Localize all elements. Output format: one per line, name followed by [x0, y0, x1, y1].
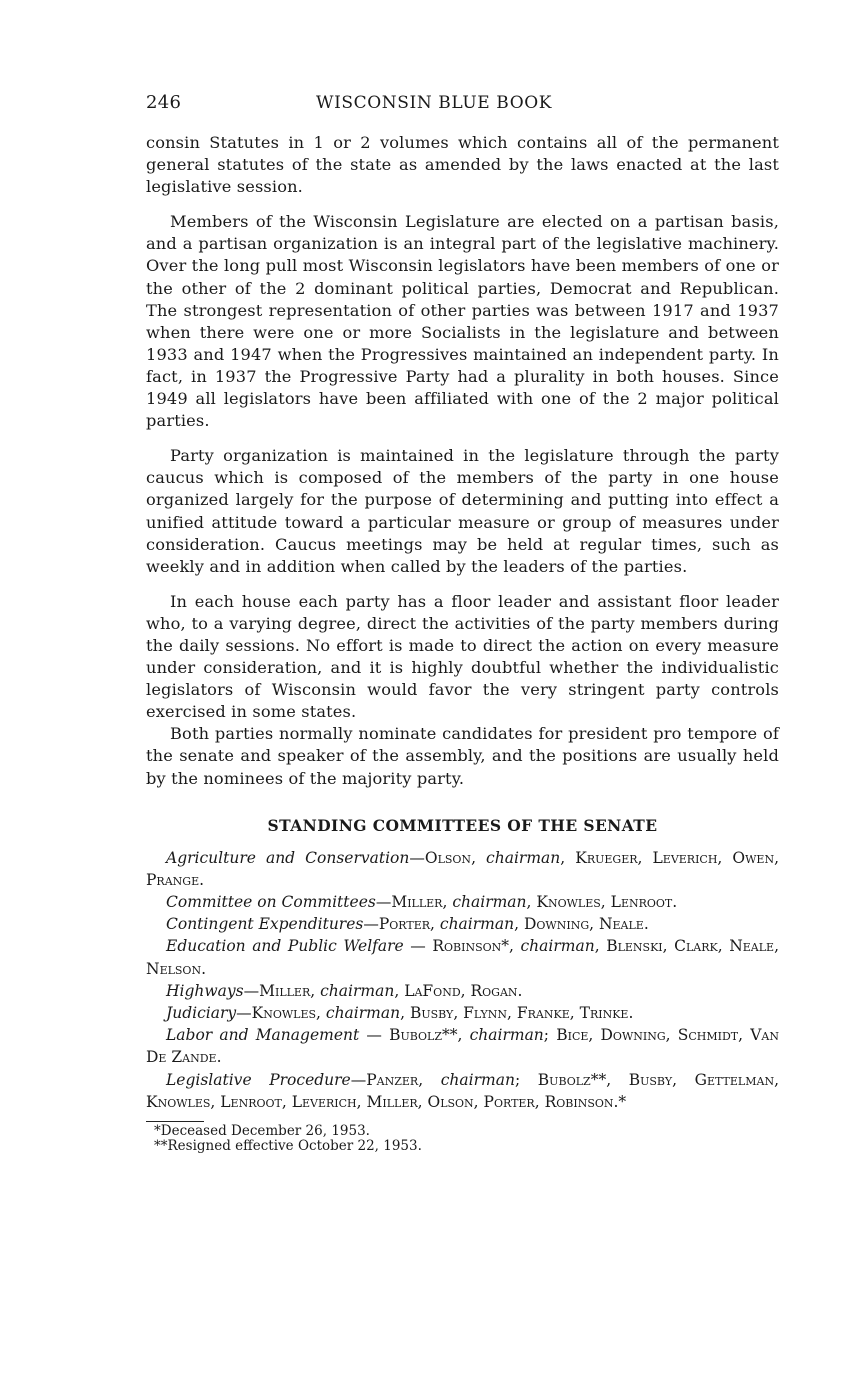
committee-chair: Porter	[378, 915, 431, 934]
running-title: WISCONSIN BLUE BOOK	[316, 93, 553, 113]
committee-name: Legislative Procedure	[166, 1070, 351, 1089]
footnote: **Resigned effective October 22, 1953.	[154, 1138, 422, 1155]
committee-entry: Agriculture and Conservation—Olson, chairman, Krueger, Leverich, Owen, Prange.	[146, 848, 779, 889]
committee-entry: Legislative Procedure—Panzer, chairman; Bubolz**, Busby, Gettelman, Knowles, Lenroot, Leverich, Miller, Olson, Porter, Robinson.*	[146, 1070, 779, 1111]
committee-chair: Knowles	[251, 1004, 317, 1023]
committee-members: Knowles, Lenroot.	[536, 893, 678, 912]
committee-entry: Education and Public Welfare — Robinson*, chairman, Blenski, Clark, Neale, Nelson.	[146, 937, 780, 978]
committee-role: chairman	[520, 937, 595, 956]
committee-entry: Contingent Expenditures—Porter, chairman, Downing, Neale.	[166, 915, 649, 934]
page-number: 246	[146, 92, 182, 113]
committee-chair: Panzer	[366, 1070, 419, 1089]
committee-chair: Miller	[259, 981, 311, 1000]
page-header	[146, 92, 779, 132]
page	[146, 92, 779, 1154]
committee-members: Krueger, Leverich, Owen, Prange.	[146, 848, 779, 889]
committee-role: chairman	[469, 1026, 544, 1045]
committee-entry: Labor and Management — Bubolz**, chairman; Bice, Downing, Schmidt, Van De Zande.	[146, 1026, 779, 1067]
committee-name: Contingent Expenditures	[166, 915, 364, 934]
committee-role: chairman	[439, 915, 515, 934]
committee-members: Blenski, Clark, Neale, Nelson.	[146, 937, 780, 978]
footnote: *Deceased December 26, 1953.	[154, 1123, 370, 1140]
footnote-divider	[146, 1121, 204, 1122]
committee-chair: Olson	[424, 848, 472, 867]
committee-role: chairman	[452, 893, 527, 912]
committee-chair: Miller	[391, 893, 443, 912]
body-text	[146, 132, 779, 790]
committee-role: chairman	[440, 1070, 515, 1089]
paragraph-party-caucus: Party organization is maintained in the legislature through the party caucus which is composed of the members of the party in one house organized largely for the purpose of determining and putting into effect a unified attitude toward a particular measure or group of measures under consideration. Caucus meetings may be held at regular times, such as weekly and in addition when called by the leaders of the parties.	[146, 446, 779, 576]
committee-name: Education and Public Welfare	[166, 937, 404, 956]
committee-list	[146, 847, 779, 1113]
committee-members: Bice, Downing, Schmidt, Van De Zande.	[146, 1026, 779, 1067]
committee-role: chairman	[320, 981, 395, 1000]
committee-entry: Committee on Committees—Miller, chairman, Knowles, Lenroot.	[166, 893, 678, 912]
committee-chair: Bubolz**	[389, 1026, 458, 1045]
section-title: STANDING COMMITTEES OF THE SENATE	[267, 815, 658, 835]
committee-members: Bubolz**, Busby, Gettelman, Knowles, Lenroot, Leverich, Miller, Olson, Porter, Robinson.*	[146, 1070, 779, 1111]
committee-entry: Highways—Miller, chairman, LaFond, Rogan.	[166, 981, 523, 1000]
committee-name: Highways	[166, 981, 244, 1000]
committee-name: Judiciary	[166, 1004, 237, 1023]
committee-entry: Judiciary—Knowles, chairman, Busby, Flynn, Franke, Trinke.	[166, 1004, 634, 1023]
paragraph-floor-leaders: In each house each party has a floor leader and assistant floor leader who, to a varying degree, direct the activities of the party members during the daily sessions. No effort is made to direct the action on every measure under consideration, and it is highly doubtful whether the individualistic legislators of Wisconsin would favor the very stringent party controls exercised in some states.	[146, 591, 779, 722]
committee-role: chairman	[325, 1004, 401, 1023]
committee-members: LaFond, Rogan.	[404, 981, 523, 1000]
committee-name: Labor and Management	[166, 1026, 360, 1045]
committee-members: Busby, Flynn, Franke, Trinke.	[409, 1004, 634, 1023]
paragraph-partisan-basis: Members of the Wisconsin Legislature are elected on a partisan basis, and a partisan organization is an integral part of the legislative machinery. Over the long pull most Wisconsin legislators have been members of one or the other of the 2 dominant political parties, Democrat and Republican. The strongest representation of other parties was between 1917 and 1937 when there were one or more Socialists in the legislature and between 1933 and 1947 when the Progressives maintained an independent party. In fact, in 1937 the Progressive Party had a plurality in both houses. Since 1949 all legislators have been affiliated with one of the 2 major political parties.	[146, 212, 779, 431]
paragraph-continuation: consin Statutes in 1 or 2 volumes which contains all of the permanent general statutes of the state as amended by the laws enacted at the last legislative session.	[146, 133, 779, 197]
committee-name: Committee on Committees	[166, 893, 376, 912]
committee-members: Downing, Neale.	[523, 915, 649, 934]
committee-chair: Robinson*	[432, 937, 510, 956]
committee-name: Agriculture and Conservation	[166, 848, 410, 867]
paragraph-nominations: Both parties normally nominate candidates for president pro tempore of the senate and speaker of the assembly, and the positions are usually held by the nominees of the majority party.	[146, 724, 779, 788]
footnotes	[146, 1124, 779, 1154]
committee-role: chairman	[486, 848, 561, 867]
